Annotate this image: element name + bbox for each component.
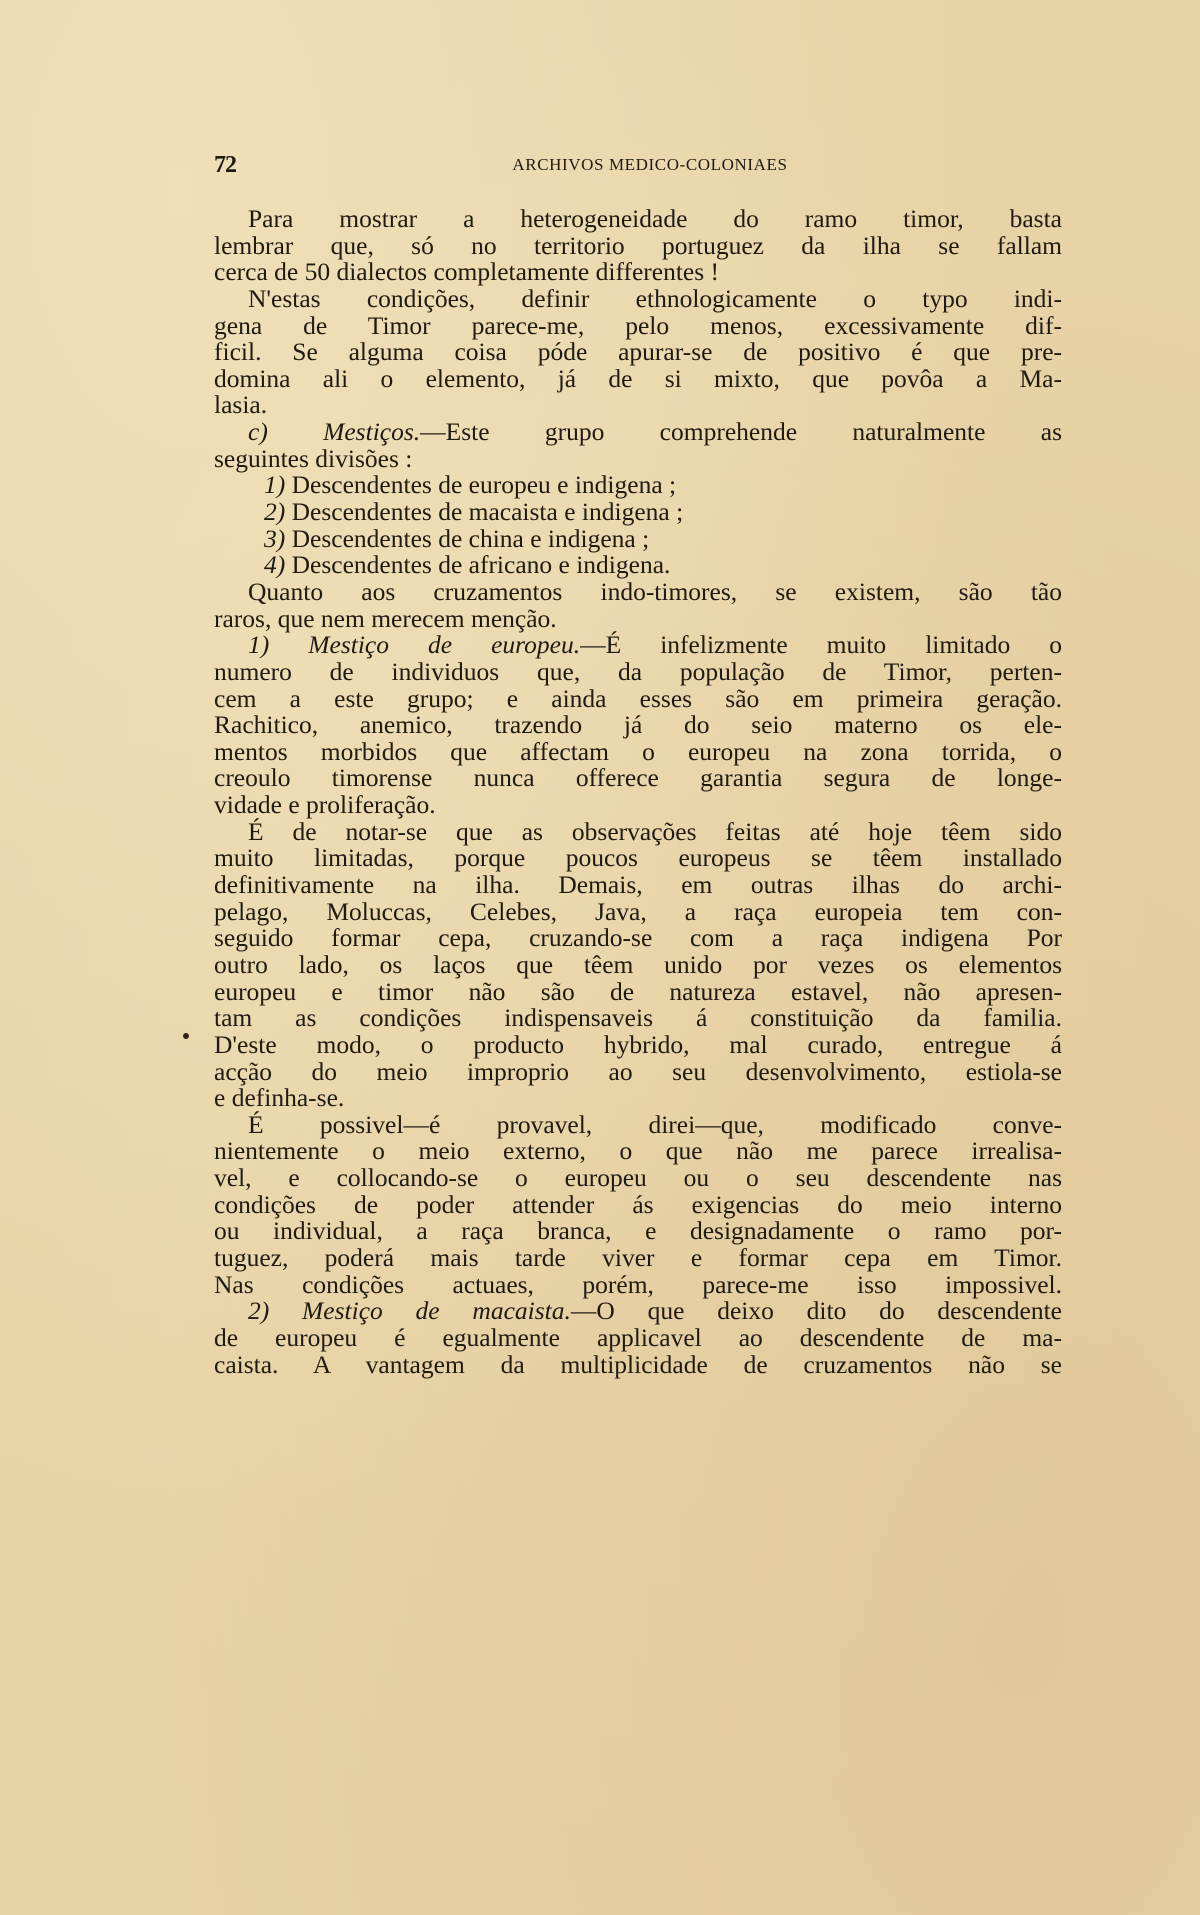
line-text: Para mostrar a heterogeneidade do ramo timor, basta	[248, 204, 1062, 233]
text-line	[214, 392, 1062, 419]
text-line	[214, 1189, 1062, 1219]
text-line	[214, 712, 1062, 739]
italic-heading: 3)	[264, 523, 286, 553]
text-line	[214, 925, 1062, 952]
line-text: definitivamente na ilha. Demais, em outras ilhas do archi-	[214, 870, 1062, 900]
line-text: cem a este grupo; e ainda esses são em primeira geração.	[214, 683, 1062, 713]
line-text: e definha-se.	[214, 1083, 345, 1113]
line-text: domina ali o elemento, já de si mixto, que povôa a Ma-	[214, 363, 1062, 393]
line-text: Nas condições actuaes, porém, parece-me isso impossivel.	[214, 1269, 1062, 1299]
text-line	[214, 499, 1062, 526]
text-line	[214, 845, 1062, 872]
text-line	[214, 1165, 1062, 1192]
text-line	[214, 976, 1062, 1006]
text-line	[214, 443, 1062, 473]
line-text: É possivel—é provavel, direi—que, modificado conve-	[248, 1109, 1062, 1139]
body-text	[214, 206, 1062, 1378]
line-text: N'estas condições, definir ethnologicamente o typo indi-	[248, 283, 1062, 313]
margin-dot	[183, 1033, 189, 1039]
line-text: —É infelizmente muito limitado o	[580, 630, 1062, 660]
text-line	[214, 206, 1062, 233]
line-text: mentos morbidos que affectam o europeu na zona torrida, o	[214, 736, 1062, 766]
text-line	[214, 283, 1062, 313]
text-line	[214, 363, 1062, 393]
text-line	[214, 816, 1062, 846]
line-text: acção do meio improprio ao seu desenvolvimento, estiola-se	[214, 1056, 1062, 1086]
line-text: —O que deixo dito do descendente	[570, 1296, 1063, 1326]
line-text: lembrar que, só no territorio portuguez da ilha se fallam	[214, 230, 1062, 260]
text-line	[214, 472, 1062, 499]
line-text: gena de Timor parece-me, pelo menos, excessivamente dif-	[214, 310, 1062, 340]
text-line	[214, 1218, 1062, 1245]
line-text: —Este grupo comprehende naturalmente as	[420, 417, 1062, 447]
text-line	[214, 1298, 1062, 1325]
text-line	[214, 419, 1062, 446]
line-text: nientemente o meio externo, o que não me parece irrealisa-	[214, 1136, 1062, 1166]
text-line	[214, 259, 1062, 286]
line-text: numero de individuos que, da população de Timor, perten-	[214, 656, 1062, 686]
line-text: Quanto aos cruzamentos indo-timores, se existem, são tão	[248, 576, 1062, 606]
text-line	[214, 1349, 1062, 1379]
journal-title: ARCHIVOS MEDICO-COLONIAES	[512, 155, 788, 174]
italic-heading: c) Mestiços.	[248, 417, 421, 447]
line-text: pelago, Moluccas, Celebes, Java, a raça europeia tem con-	[214, 896, 1062, 926]
line-text: vel, e collocando-se o europeu ou o seu descendente nas	[214, 1163, 1062, 1193]
text-line	[214, 552, 1062, 579]
text-line	[214, 1005, 1062, 1032]
text-line	[214, 632, 1062, 659]
text-line	[214, 1322, 1062, 1352]
text-line	[214, 310, 1062, 340]
text-line	[214, 949, 1062, 979]
text-line	[214, 736, 1062, 766]
line-text: condições de poder attender ás exigencias do meio interno	[214, 1189, 1062, 1219]
italic-heading: 2)	[264, 497, 286, 527]
running-head	[214, 152, 1066, 178]
text-line	[214, 1242, 1062, 1272]
text-line	[214, 230, 1062, 260]
italic-heading: 1)	[264, 470, 286, 500]
line-text: raros, que nem merecem menção.	[214, 603, 557, 633]
line-text: vidade e proliferação.	[214, 790, 436, 820]
line-text: cerca de 50 dialectos completamente differentes !	[214, 257, 720, 287]
line-text: outro lado, os laços que têem unido por vezes os elementos	[214, 949, 1062, 979]
line-text: Descendentes de africano e indigena.	[285, 550, 671, 580]
text-line	[214, 683, 1062, 713]
text-line	[214, 576, 1062, 606]
text-line	[214, 765, 1062, 792]
line-text: D'este modo, o producto hybrido, mal curado, entregue á	[214, 1029, 1062, 1059]
line-text: creoulo timorense nunca offerece garantia segura de longe-	[214, 763, 1062, 793]
text-line	[214, 656, 1062, 686]
text-line	[214, 339, 1062, 366]
line-text: Rachitico, anemico, trazendo já do seio materno os ele-	[214, 710, 1062, 740]
line-text: de europeu é egualmente applicavel ao descendente de ma-	[214, 1322, 1062, 1352]
text-line	[214, 872, 1062, 899]
italic-heading: 4)	[264, 550, 286, 580]
text-line	[214, 1138, 1062, 1165]
line-text: tuguez, poderá mais tarde viver e formar cepa em Timor.	[214, 1242, 1062, 1272]
line-text: É de notar-se que as observações feitas até hoje têem sido	[248, 816, 1062, 846]
text-line	[214, 1085, 1062, 1112]
text-line	[214, 896, 1062, 926]
line-text: Descendentes de macaista e indigena ;	[285, 497, 684, 527]
text-line	[214, 792, 1062, 819]
line-text: europeu e timor não são de natureza estavel, não apresen-	[214, 976, 1062, 1006]
italic-heading: 2) Mestiço de macaista.	[248, 1296, 571, 1326]
page-number: 72	[214, 152, 236, 178]
line-text: muito limitadas, porque poucos europeus se têem installado	[214, 843, 1062, 873]
text-line	[214, 1269, 1062, 1299]
line-text: caista. A vantagem da multiplicidade de cruzamentos não se	[214, 1349, 1062, 1379]
line-text: ou individual, a raça branca, e designadamente o ramo por-	[214, 1216, 1062, 1246]
text-line	[214, 603, 1062, 633]
line-text: tam as condições indispensaveis á constituição da familia.	[214, 1003, 1062, 1033]
line-text: seguintes divisões :	[214, 443, 413, 473]
text-line	[214, 1029, 1062, 1059]
text-line	[214, 523, 1062, 553]
line-text: lasia.	[214, 390, 268, 420]
line-text: Descendentes de europeu e indigena ;	[285, 470, 677, 500]
text-line	[214, 1109, 1062, 1139]
line-text: seguido formar cepa, cruzando-se com a raça indigena Por	[214, 923, 1062, 953]
text-line	[214, 1056, 1062, 1086]
italic-heading: 1) Mestiço de europeu.	[248, 630, 581, 660]
line-text: Descendentes de china e indigena ;	[285, 523, 650, 553]
line-text: ficil. Se alguma coisa póde apurar-se de positivo é que pre-	[214, 337, 1062, 367]
